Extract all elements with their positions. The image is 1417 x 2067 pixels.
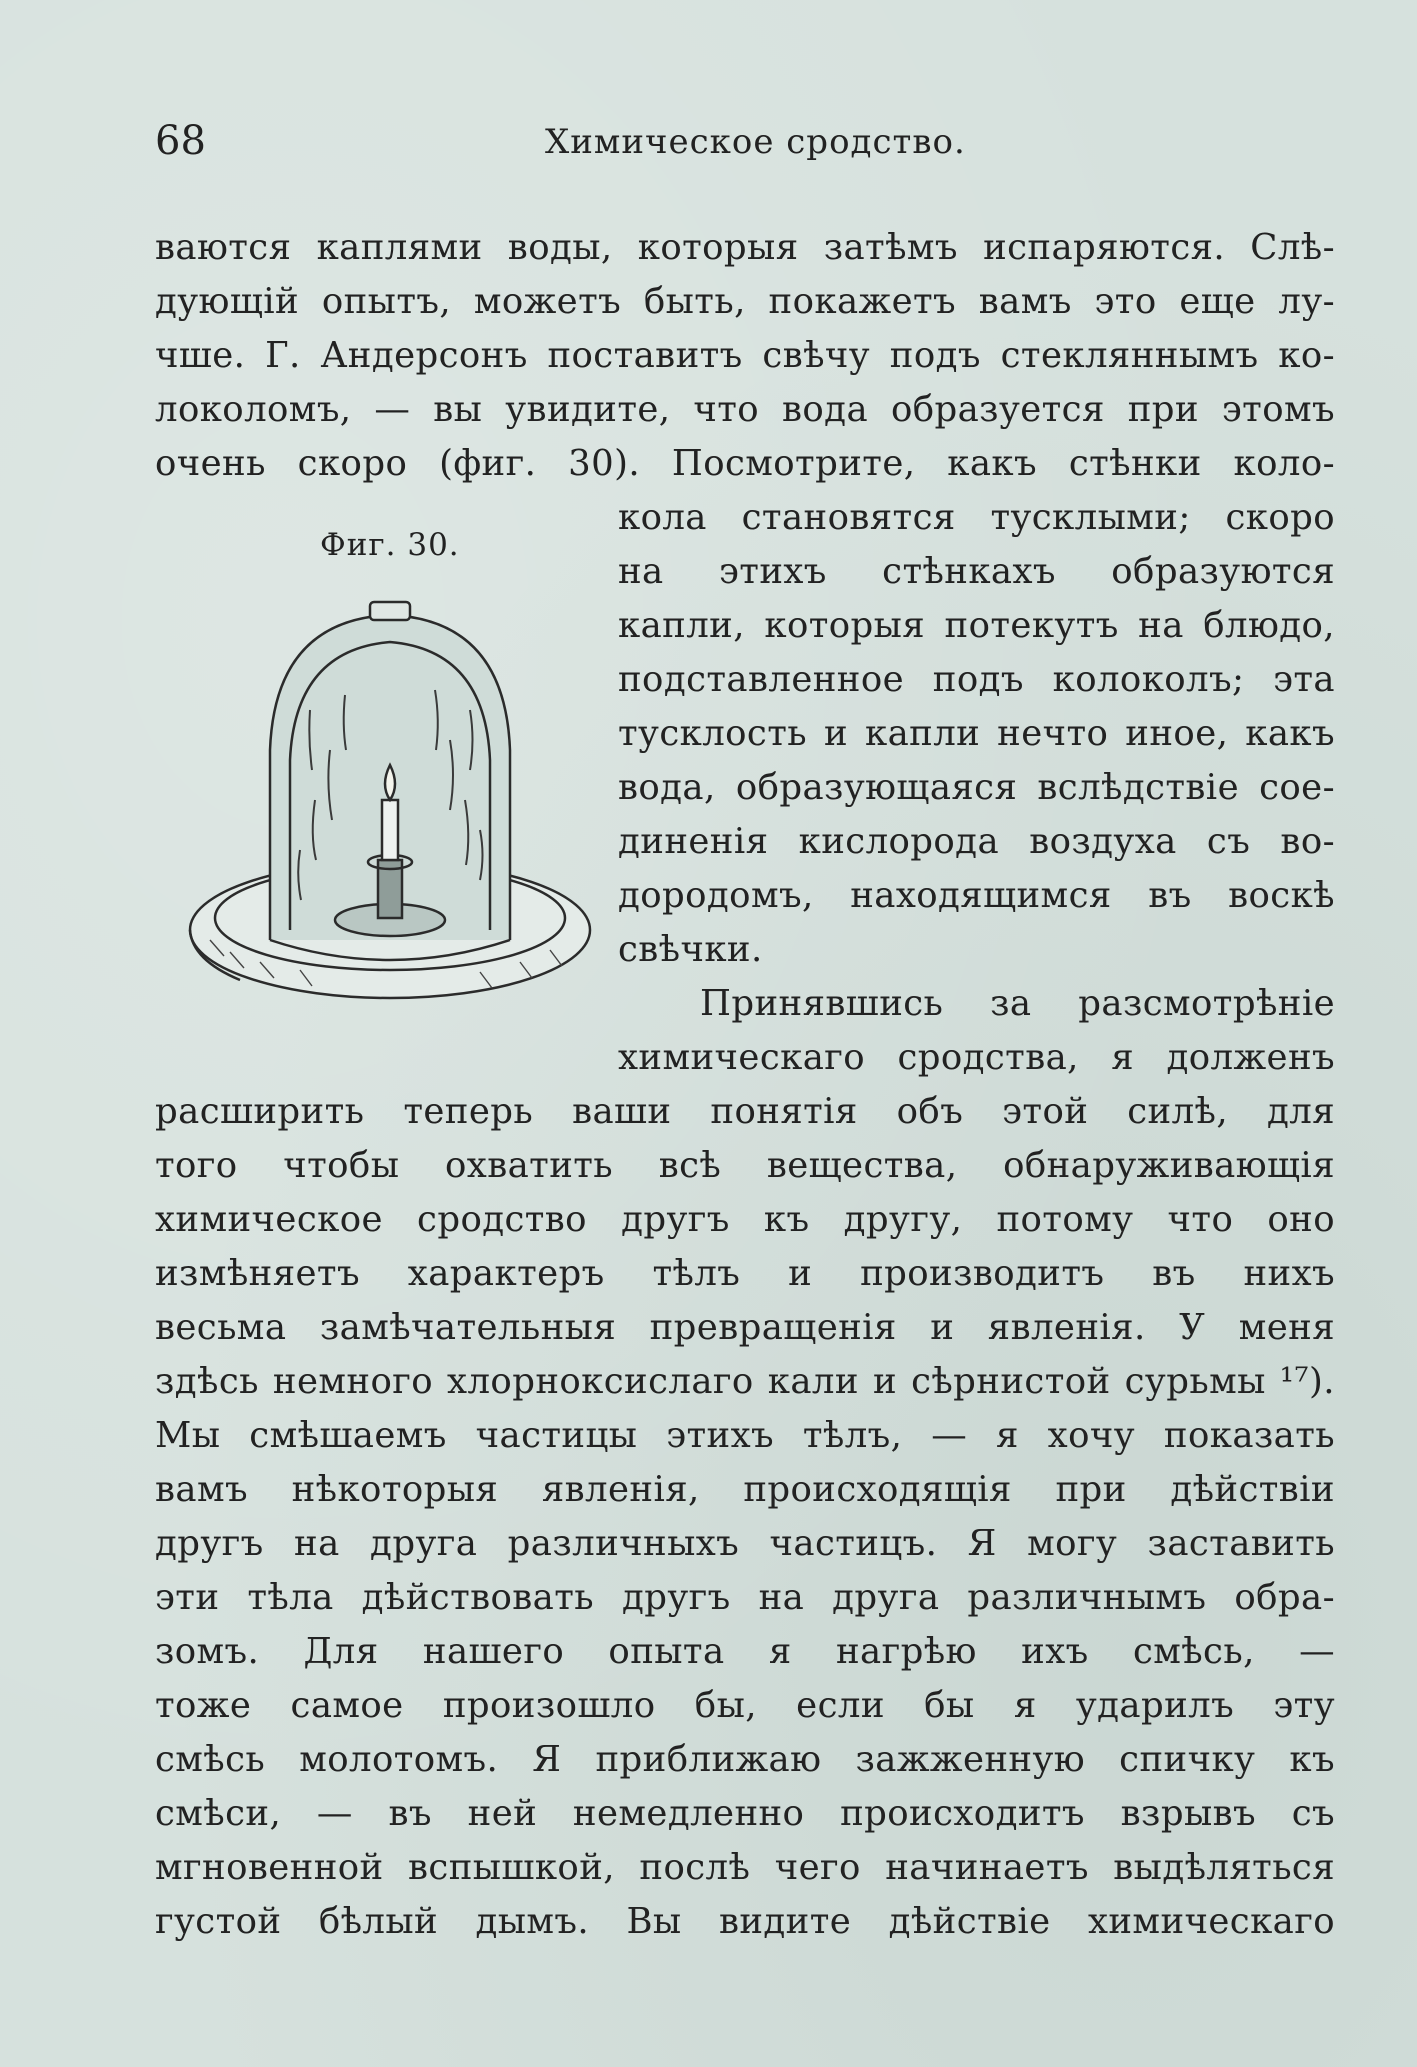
text-line: свѣчки. [618, 929, 763, 970]
text-line: тоже самое произошло бы, если бы я ударилъ эту [155, 1685, 1335, 1726]
text-line: ваются каплями воды, которыя затѣмъ испаряются. Слѣ- [155, 227, 1335, 268]
text-line: зомъ. Для нашего опыта я нагрѣю ихъ смѣсь, — [155, 1631, 1335, 1672]
text-line: измѣняетъ характеръ тѣлъ и производитъ въ нихъ [155, 1253, 1335, 1294]
running-title: Химическое сродство. [545, 122, 966, 162]
text-line: здѣсь немного хлорноксислаго кали и сѣрнистой сурьмы ¹⁷). [155, 1361, 1335, 1402]
page-number: 68 [155, 118, 206, 164]
text-line: смѣсь молотомъ. Я приближаю зажженную спичку къ [155, 1739, 1335, 1780]
text-line: подставленное подъ колоколъ; эта [618, 659, 1335, 700]
text-line: дующій опытъ, можетъ быть, покажетъ вамъ это еще лу- [155, 281, 1335, 322]
text-line: на этихъ стѣнкахъ образуются [618, 551, 1335, 592]
text-line: густой бѣлый дымъ. Вы видите дѣйствіе химическаго [155, 1901, 1335, 1942]
bell-jar-candle-illustration [180, 600, 600, 1020]
text-line: кола становятся тусклыми; скоро [618, 497, 1335, 538]
text-line: весьма замѣчательныя превращенія и явленія. У меня [155, 1307, 1335, 1348]
text-line: Принявшись за разсмотрѣніе [700, 983, 1335, 1024]
text-line: чше. Г. Андерсонъ поставитъ свѣчу подъ стекляннымъ ко- [155, 335, 1335, 376]
figure-label: Фиг. 30. [320, 527, 460, 563]
text-line: того чтобы охватить всѣ вещества, обнаруживающія [155, 1145, 1335, 1186]
text-line: тусклость и капли нечто иное, какъ [618, 713, 1335, 754]
text-line: вамъ нѣкоторыя явленія, происходящія при дѣйствіи [155, 1469, 1335, 1510]
text-line: дородомъ, находящимся въ воскѣ [618, 875, 1335, 916]
text-line: Мы смѣшаемъ частицы этихъ тѣлъ, — я хочу показать [155, 1415, 1335, 1456]
text-line: другъ на друга различныхъ частицъ. Я могу заставить [155, 1523, 1335, 1564]
text-line: вода, образующаяся вслѣдствіе сое- [618, 767, 1335, 808]
text-line: смѣси, — въ ней немедленно происходитъ взрывъ съ [155, 1793, 1335, 1834]
text-line: капли, которыя потекутъ на блюдо, [618, 605, 1335, 646]
text-line: очень скоро (фиг. 30). Посмотрите, какъ стѣнки коло- [155, 443, 1335, 484]
text-line: химическаго сродства, я долженъ [618, 1037, 1335, 1078]
page-header [155, 118, 1335, 168]
text-line: химическое сродство другъ къ другу, потому что оно [155, 1199, 1335, 1240]
text-line: диненія кислорода воздуха съ во- [618, 821, 1335, 862]
text-line: мгновенной вспышкой, послѣ чего начинаетъ выдѣляться [155, 1847, 1335, 1888]
text-line: эти тѣла дѣйствовать другъ на друга различнымъ обра- [155, 1577, 1335, 1618]
text-line: расширить теперь ваши понятія объ этой силѣ, для [155, 1091, 1335, 1132]
text-line: локоломъ, — вы увидите, что вода образуется при этомъ [155, 389, 1335, 430]
